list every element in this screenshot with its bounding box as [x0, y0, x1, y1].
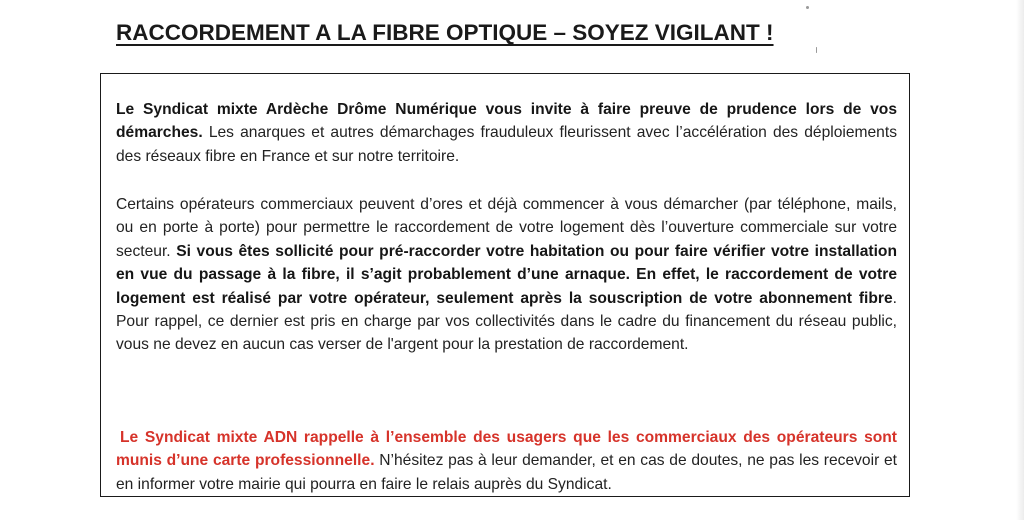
- reminder-normal-text: N’hésitez pas à leur demander, et en cas de doutes, ne pas les recevoir et en informer votre mairie qui pourra en faire le relais auprès du Syndicat.: [116, 452, 897, 493]
- intro-paragraph: [116, 98, 897, 168]
- document-title: RACCORDEMENT A LA FIBRE OPTIQUE – SOYEZ VIGILANT !: [116, 20, 774, 45]
- intro-normal-text: Les anarques et autres démarchages frauduleux fleurissent avec l’accélération des déploiements des réseaux fibre en France et sur notre territoire.: [116, 124, 897, 165]
- warning-normal-text-1: Certains opérateurs commerciaux peuvent d’ores et déjà commencer à vous démarcher (par téléphone, mails, ou en porte à porte) pour permettre le raccordement de votre logement dès l’ouverture commerciale sur votre secteur.: [116, 196, 897, 260]
- scan-edge-shadow: [1016, 0, 1024, 520]
- scan-speck: [816, 47, 817, 53]
- reminder-paragraph: [116, 426, 897, 496]
- warning-paragraph: [116, 193, 897, 357]
- warning-bold-text: Si vous êtes sollicité pour pré-raccorder votre habitation ou pour faire vérifier votre installation en vue du passage à la fibre, il s’agit probablement d’une arnaque. En effet, le raccordement de votre logement est réalisé par votre opérateur, seulement après la souscription de votre abonnement fibre: [116, 242, 897, 307]
- intro-bold-text: Le Syndicat mixte Ardèche Drôme Numérique vous invite à faire preuve de prudence lors de vos démarches.: [116, 101, 897, 142]
- scan-speck: [806, 6, 809, 9]
- warning-normal-text-2: . Pour rappel, ce dernier est pris en charge par vos collectivités dans le cadre du financement du réseau public, vous ne devez en aucun cas verser de l'argent pour la prestation de raccordement.: [116, 289, 897, 354]
- reminder-red-text: Le Syndicat mixte ADN rappelle à l’ensemble des usagers que les commerciaux des opérateurs sont munis d’une carte professionnelle.: [116, 429, 897, 470]
